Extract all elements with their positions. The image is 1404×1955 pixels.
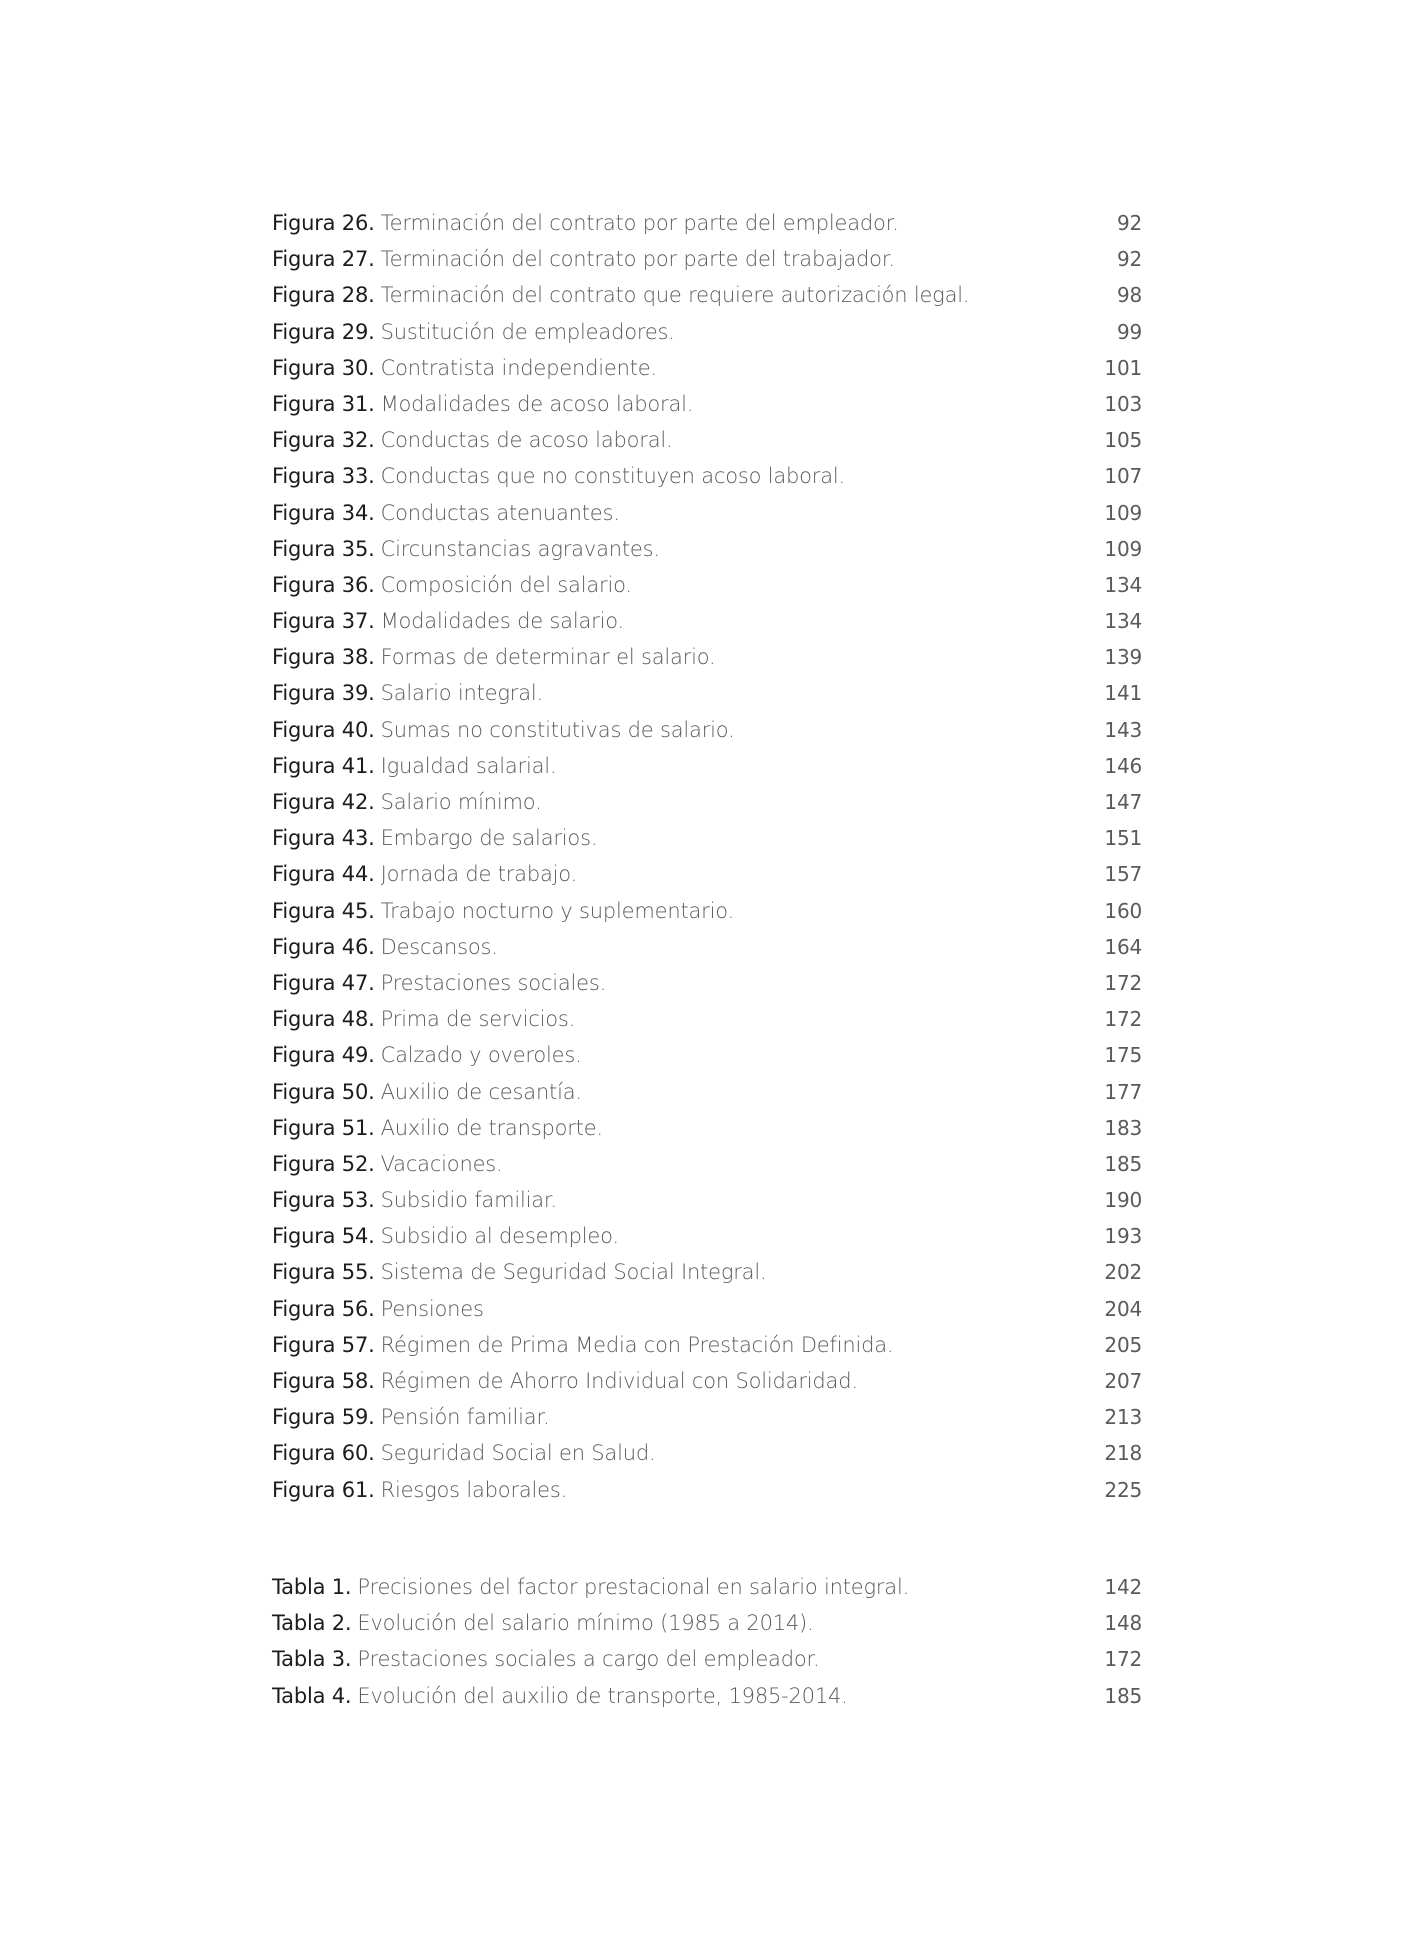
figure-entry[interactable] bbox=[272, 603, 1142, 639]
entry-title: Subsidio al desempleo. bbox=[380, 1224, 619, 1249]
entry-page-number: 92 bbox=[1116, 247, 1142, 272]
figure-entry[interactable] bbox=[272, 1327, 1142, 1363]
entry-label: Figura 51. bbox=[272, 1115, 375, 1140]
table-entry[interactable] bbox=[272, 1641, 1142, 1677]
entry-label: Figura 45. bbox=[272, 898, 375, 923]
figure-entry[interactable] bbox=[272, 784, 1142, 820]
entry-page-number: 213 bbox=[1104, 1405, 1142, 1430]
entry-label: Figura 49. bbox=[272, 1043, 375, 1068]
entry-label: Figura 47. bbox=[272, 970, 375, 995]
entry-title: Subsidio familiar. bbox=[380, 1188, 557, 1213]
entry-page-number: 92 bbox=[1116, 211, 1142, 235]
entry-page-number: 143 bbox=[1104, 717, 1142, 742]
entry-label: Tabla 2. bbox=[272, 1611, 352, 1636]
figure-entry[interactable] bbox=[272, 241, 1142, 277]
entry-label: Figura 32. bbox=[272, 428, 375, 453]
entry-title: Calzado y overoles. bbox=[380, 1043, 582, 1068]
entry-title: Conductas que no constituyen acoso laboral. bbox=[380, 464, 846, 489]
entry-label: Figura 28. bbox=[272, 283, 375, 308]
figure-entry[interactable] bbox=[272, 1001, 1142, 1037]
entry-label: Figura 35. bbox=[272, 536, 375, 561]
entry-page-number: 225 bbox=[1104, 1477, 1142, 1502]
table-entry[interactable] bbox=[272, 1605, 1142, 1641]
entry-title: Conductas atenuantes. bbox=[380, 500, 620, 525]
entry-page-number: 190 bbox=[1104, 1188, 1142, 1213]
entry-page-number: 183 bbox=[1104, 1115, 1142, 1140]
entry-label: Figura 43. bbox=[272, 826, 375, 851]
entry-title: Embargo de salarios. bbox=[380, 826, 598, 851]
figure-entry[interactable] bbox=[272, 531, 1142, 567]
entry-page-number: 134 bbox=[1104, 572, 1142, 597]
figure-entry[interactable] bbox=[272, 712, 1142, 748]
entry-page-number: 207 bbox=[1104, 1369, 1142, 1393]
entry-title: Conductas de acoso laboral. bbox=[380, 428, 673, 453]
figure-entry[interactable] bbox=[272, 1291, 1142, 1327]
entry-title: Modalidades de salario. bbox=[380, 609, 624, 634]
figure-entry[interactable] bbox=[272, 1363, 1142, 1399]
entry-title: Evolución del auxilio de transporte, 1985-2014. bbox=[357, 1683, 848, 1708]
entry-page-number: 103 bbox=[1104, 391, 1142, 416]
entry-page-number: 160 bbox=[1104, 898, 1142, 923]
figure-entry[interactable] bbox=[272, 314, 1142, 350]
entry-label: Figura 48. bbox=[272, 1007, 375, 1032]
entry-title: Jornada de trabajo. bbox=[380, 862, 578, 887]
entry-page-number: 139 bbox=[1104, 645, 1142, 670]
entry-label: Figura 50. bbox=[272, 1079, 375, 1104]
entry-page-number: 185 bbox=[1104, 1683, 1142, 1708]
entry-title: Trabajo nocturno y suplementario. bbox=[380, 898, 735, 923]
entry-page-number: 172 bbox=[1104, 1647, 1142, 1672]
entry-title: Terminación del contrato que requiere autorización legal. bbox=[380, 283, 970, 308]
entry-page-number: 109 bbox=[1104, 536, 1142, 561]
entry-page-number: 202 bbox=[1104, 1260, 1142, 1285]
entry-page-number: 193 bbox=[1104, 1224, 1142, 1249]
entry-label: Tabla 4. bbox=[272, 1683, 352, 1708]
entry-label: Figura 61. bbox=[272, 1477, 375, 1502]
entry-title: Sistema de Seguridad Social Integral. bbox=[380, 1260, 767, 1285]
entry-page-number: 98 bbox=[1116, 283, 1142, 308]
figure-entry[interactable] bbox=[272, 1146, 1142, 1182]
entry-title: Pensión familiar. bbox=[380, 1405, 550, 1430]
figure-entry[interactable] bbox=[272, 856, 1142, 892]
entry-title: Evolución del salario mínimo (1985 a 2014). bbox=[357, 1611, 814, 1636]
entry-label: Figura 34. bbox=[272, 500, 375, 525]
entry-label: Figura 39. bbox=[272, 681, 375, 706]
figure-entry[interactable] bbox=[272, 495, 1142, 531]
entry-title: Pensiones bbox=[380, 1296, 484, 1321]
figure-entry[interactable] bbox=[272, 1110, 1142, 1146]
figure-entry[interactable] bbox=[272, 458, 1142, 494]
entry-page-number: 218 bbox=[1104, 1441, 1142, 1466]
entry-title: Precisiones del factor prestacional en salario integral. bbox=[357, 1575, 910, 1599]
entry-page-number: 101 bbox=[1104, 355, 1142, 380]
entry-page-number: 134 bbox=[1104, 609, 1142, 634]
entry-title: Sustitución de empleadores. bbox=[380, 319, 675, 344]
entry-label: Figura 52. bbox=[272, 1151, 375, 1176]
figure-entry[interactable] bbox=[272, 1182, 1142, 1218]
entry-title: Salario integral. bbox=[380, 681, 544, 706]
figure-entry[interactable] bbox=[272, 1435, 1142, 1471]
entry-label: Figura 44. bbox=[272, 862, 375, 887]
entry-page-number: 164 bbox=[1104, 934, 1142, 959]
entry-label: Figura 42. bbox=[272, 790, 375, 814]
entry-page-number: 151 bbox=[1104, 826, 1142, 851]
entry-label: Figura 40. bbox=[272, 717, 375, 742]
entry-title: Régimen de Prima Media con Prestación Definida. bbox=[380, 1332, 894, 1357]
entry-label: Figura 37. bbox=[272, 609, 375, 634]
figure-entry[interactable] bbox=[272, 386, 1142, 422]
entry-page-number: 147 bbox=[1104, 790, 1142, 814]
entry-title: Salario mínimo. bbox=[380, 790, 542, 814]
entry-page-number: 204 bbox=[1104, 1296, 1142, 1321]
entry-title: Prestaciones sociales a cargo del empleador. bbox=[357, 1647, 820, 1672]
entry-label: Figura 46. bbox=[272, 934, 375, 959]
figures-index bbox=[272, 205, 1142, 1508]
entry-page-number: 172 bbox=[1104, 1007, 1142, 1032]
entry-page-number: 141 bbox=[1104, 681, 1142, 706]
entry-page-number: 146 bbox=[1104, 753, 1142, 778]
entry-title: Sumas no constitutivas de salario. bbox=[380, 717, 735, 742]
entry-label: Figura 30. bbox=[272, 355, 375, 380]
entry-title: Terminación del contrato por parte del trabajador. bbox=[380, 247, 895, 272]
entry-page-number: 142 bbox=[1104, 1575, 1142, 1599]
entry-title: Auxilio de transporte. bbox=[380, 1115, 603, 1140]
entry-page-number: 205 bbox=[1104, 1332, 1142, 1357]
table-entry[interactable] bbox=[272, 1569, 1142, 1605]
entry-label: Figura 60. bbox=[272, 1441, 375, 1466]
entry-title: Prima de servicios. bbox=[380, 1007, 576, 1032]
figure-entry[interactable] bbox=[272, 1037, 1142, 1073]
entry-title: Contratista independiente. bbox=[380, 355, 657, 380]
figure-entry[interactable] bbox=[272, 567, 1142, 603]
entry-page-number: 177 bbox=[1104, 1079, 1142, 1104]
figure-entry[interactable] bbox=[272, 277, 1142, 313]
figure-entry[interactable] bbox=[272, 1074, 1142, 1110]
entry-label: Figura 29. bbox=[272, 319, 375, 344]
entry-title: Descansos. bbox=[380, 934, 498, 959]
entry-label: Figura 38. bbox=[272, 645, 375, 670]
figure-entry[interactable] bbox=[272, 1218, 1142, 1254]
figure-entry[interactable] bbox=[272, 205, 1142, 241]
entry-title: Prestaciones sociales. bbox=[380, 970, 607, 995]
entry-page-number: 105 bbox=[1104, 428, 1142, 453]
entry-page-number: 185 bbox=[1104, 1151, 1142, 1176]
entry-title: Auxilio de cesantía. bbox=[380, 1079, 582, 1104]
entry-page-number: 99 bbox=[1116, 319, 1142, 344]
entry-page-number: 109 bbox=[1104, 500, 1142, 525]
figure-entry[interactable] bbox=[272, 748, 1142, 784]
entry-page-number: 175 bbox=[1104, 1043, 1142, 1068]
entry-label: Figura 55. bbox=[272, 1260, 375, 1285]
entry-page-number: 148 bbox=[1104, 1611, 1142, 1636]
figure-entry[interactable] bbox=[272, 893, 1142, 929]
entry-label: Figura 53. bbox=[272, 1188, 375, 1213]
figure-entry[interactable] bbox=[272, 422, 1142, 458]
entry-label: Figura 41. bbox=[272, 753, 375, 778]
entry-title: Terminación del contrato por parte del empleador. bbox=[380, 211, 899, 235]
entry-label: Figura 57. bbox=[272, 1332, 375, 1357]
figure-entry[interactable] bbox=[272, 639, 1142, 675]
entry-page-number: 172 bbox=[1104, 970, 1142, 995]
figure-entry[interactable] bbox=[272, 1472, 1142, 1508]
entry-label: Figura 27. bbox=[272, 247, 375, 272]
figure-entry[interactable] bbox=[272, 965, 1142, 1001]
entry-label: Tabla 3. bbox=[272, 1647, 352, 1672]
figure-entry[interactable] bbox=[272, 675, 1142, 711]
entry-title: Formas de determinar el salario. bbox=[380, 645, 716, 670]
entry-title: Régimen de Ahorro Individual con Solidaridad. bbox=[380, 1369, 858, 1393]
entry-label: Figura 31. bbox=[272, 391, 375, 416]
entry-label: Figura 33. bbox=[272, 464, 375, 489]
entry-page-number: 107 bbox=[1104, 464, 1142, 489]
figure-entry[interactable] bbox=[272, 1399, 1142, 1435]
entry-label: Figura 54. bbox=[272, 1224, 375, 1249]
figure-entry[interactable] bbox=[272, 350, 1142, 386]
entry-label: Figura 36. bbox=[272, 572, 375, 597]
entry-label: Figura 56. bbox=[272, 1296, 375, 1321]
entry-label: Figura 58. bbox=[272, 1369, 375, 1393]
entry-title: Circunstancias agravantes. bbox=[380, 536, 660, 561]
entry-page-number: 157 bbox=[1104, 862, 1142, 887]
entry-label: Figura 26. bbox=[272, 211, 375, 235]
tables-index bbox=[272, 1569, 1142, 1714]
entry-title: Modalidades de acoso laboral. bbox=[380, 391, 694, 416]
figure-entry[interactable] bbox=[272, 820, 1142, 856]
entry-title: Riesgos laborales. bbox=[380, 1477, 568, 1502]
entry-label: Tabla 1. bbox=[272, 1575, 352, 1599]
entry-title: Composición del salario. bbox=[380, 572, 632, 597]
entry-label: Figura 59. bbox=[272, 1405, 375, 1430]
figure-entry[interactable] bbox=[272, 929, 1142, 965]
table-entry[interactable] bbox=[272, 1678, 1142, 1714]
entry-title: Vacaciones. bbox=[380, 1151, 503, 1176]
figure-entry[interactable] bbox=[272, 1254, 1142, 1290]
entry-title: Igualdad salarial. bbox=[380, 753, 557, 778]
entry-title: Seguridad Social en Salud. bbox=[380, 1441, 656, 1466]
